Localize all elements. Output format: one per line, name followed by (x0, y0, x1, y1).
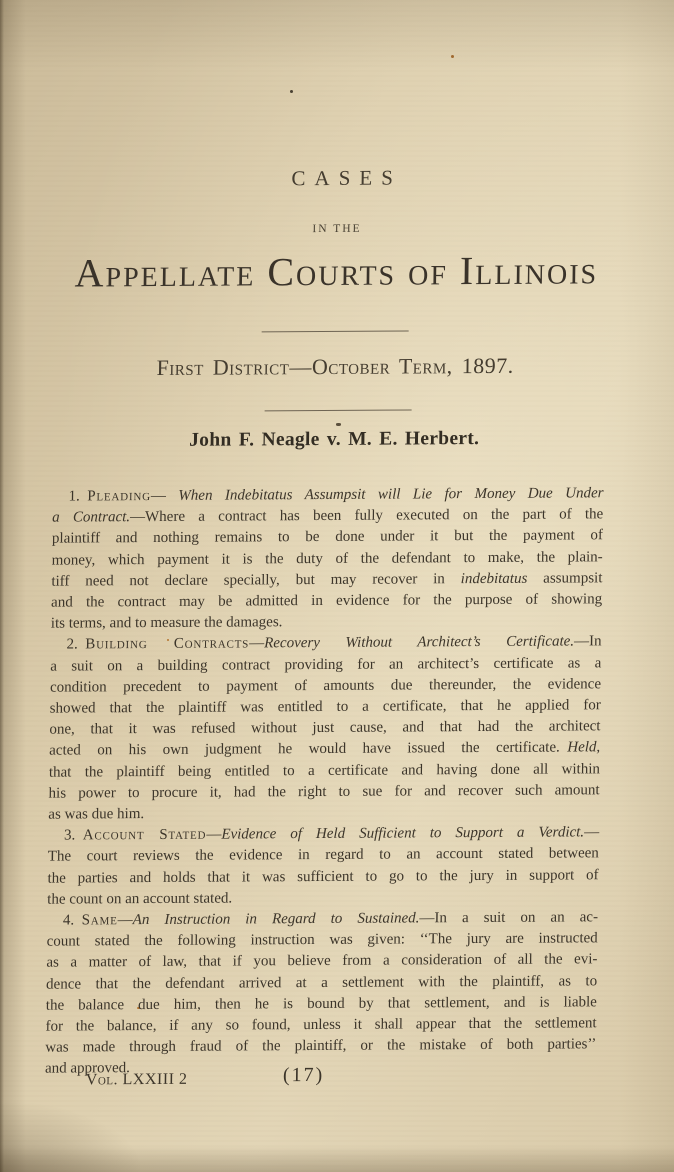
text-line (52, 526, 603, 551)
text-segment: Recovery Without Architect’s Certificate. (264, 633, 575, 652)
text-segment: a Contract. (52, 509, 131, 526)
text-segment: 1. (68, 488, 88, 505)
text-segment: Evidence of Held Sufficient to Support a Verdict. (221, 824, 585, 843)
text-segment: Held, (567, 739, 601, 756)
text-segment: —In (573, 633, 602, 650)
text-segment: condition precedent to payment of amounts due thereunder, the evidence (49, 676, 602, 696)
text-segment: that the plaintiff being entitled to a certificate and having done all within (48, 760, 601, 781)
text-segment: — (249, 635, 265, 652)
text-line (47, 865, 598, 890)
text-segment: acted on his own judgment he would have issued the certificate. (49, 739, 568, 760)
text-segment: indebitatus (460, 570, 528, 587)
text-segment: its terms, and to measure the damages. (50, 614, 283, 632)
page-number: (17) (282, 1063, 325, 1087)
text-segment: — (584, 824, 600, 841)
text-segment: Same (81, 912, 118, 929)
text-segment: showed that the plaintiff was entitled to a certificate, that he applied for (49, 697, 601, 717)
term-line: First District—October Term, 1897. (156, 352, 514, 381)
text-segment: money, which payment it is the duty of the defendant to make, the plain- (51, 548, 603, 569)
volume-label: Vol. LXXIII 2 (85, 1070, 188, 1089)
divider-rule (265, 409, 412, 411)
text-segment: 2. (66, 636, 86, 653)
text-segment: and approved. (44, 1060, 131, 1078)
text-segment: An Instruction in Regard to Sustained. (132, 910, 420, 929)
text-segment: a suit on a building contract providing for an architect’s certificate as a (50, 654, 602, 675)
text-segment: When Indebitatus Assumpsit will Lie for Money Due Under (178, 485, 604, 504)
text-line (51, 589, 602, 614)
case-title: John F. Neagle v. M. E. Herbert. (189, 428, 480, 451)
text-line (48, 844, 599, 869)
text-segment: The court reviews the evidence in regard to an account stated between (47, 845, 599, 866)
text-segment: one, that it was refused without just cause, and that had the architect (49, 718, 601, 738)
text-segment: — (206, 826, 222, 843)
text-segment: —In a suit on an ac- (419, 909, 599, 927)
text-segment: assumpsit (527, 570, 603, 587)
text-segment: count stated the following instruction was given: ‘‘The jury are instructed (46, 930, 598, 950)
series-subtitle: IN THE (312, 222, 362, 236)
text-segment: was made through fraud of the plaintiff, or the mistake of both parties’’ (45, 1036, 597, 1056)
text-line (50, 632, 601, 657)
text-segment: the parties and holds that it was sufficient to go to the jury in support of (47, 866, 599, 887)
text-segment: 3. (63, 827, 83, 844)
text-segment: for the balance, if any so found, unless it shall appear that the settlement (45, 1015, 597, 1035)
text-segment: —Where a contract has been fully executed on the part of the (129, 506, 604, 526)
text-line (49, 738, 600, 763)
text-segment: as a matter of law, that if you believe from a consideration of all the evi- (46, 951, 598, 972)
court-title: Appellate Courts of Illinois (74, 247, 599, 296)
text-segment: dence that the defendant arrived at a settlement with the plaintiff, as to (46, 972, 598, 993)
text-line (45, 1035, 596, 1060)
text-segment: Account Stated (82, 826, 207, 844)
text-segment: the balance due him, then he is bound by that settlement, and is liable (45, 994, 597, 1014)
headnotes (45, 483, 604, 1080)
divider-rule (262, 330, 409, 332)
text-segment: tiff need not declare specially, but may recover in (51, 570, 461, 590)
text-segment: the count on an account stated. (47, 890, 233, 908)
text-segment: 4. (62, 912, 82, 929)
text-segment: as was due him. (48, 806, 145, 823)
series-title: CASES (291, 165, 403, 191)
text-segment: and the contract may be admitted in evidence for the purpose of showing (51, 591, 603, 611)
text-segment: Building Contracts (85, 635, 250, 653)
text-segment: — (150, 487, 179, 505)
text-segment: Pleading (87, 488, 151, 505)
text-segment: — (117, 912, 133, 929)
text-segment: plaintiff and nothing remains to be done under it but the payment of (51, 527, 604, 548)
text-line (46, 950, 597, 975)
text-segment: his power to procure it, had the right to sue for and recover such amount (48, 782, 600, 802)
text-line (48, 780, 599, 805)
